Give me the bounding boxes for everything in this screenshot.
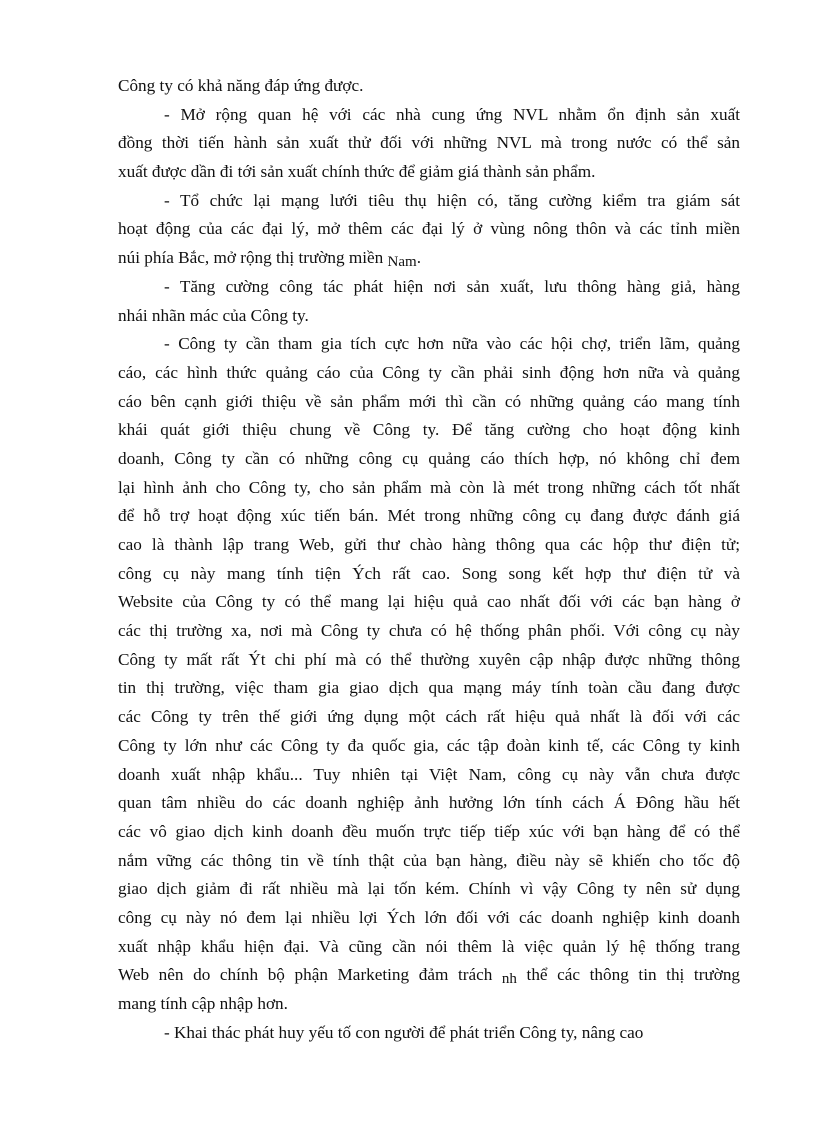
text-segment-lowered: nh [501,971,517,988]
text-line: - Tổ chức lại mạng lưới tiêu thụ hiện có, tăng cường kiểm tra giám sát [164,190,740,210]
text-line: xuất nhập khẩu hiện đại. Và cũng cần nói thêm là việc quản lý hệ thống trang [118,936,740,956]
text-line: Công ty lớn như các Công ty đa quốc gia, các tập đoàn kinh tế, các Công ty kinh [118,735,740,755]
text-line: đồng thời tiến hành sản xuất thử đối với những NVL mà trong nước có thể sản [118,133,740,153]
document-page [118,72,740,1047]
text-line: công cụ này nó đem lại nhiều lợi Ých lớn đối với các doanh nghiệp kinh doanh [118,907,740,927]
text-line: mang tính cập nhập hơn. [118,994,288,1013]
text-line [118,961,740,990]
text-segment: thể các thông tin thị trường [526,965,741,985]
text-line: khái quát giới thiệu chung về Công ty. Để tăng cường cho hoạt động kinh [118,420,740,440]
text-line: các Công ty trên thế giới ứng dụng một cách rất hiệu quả nhất là đối với các [118,707,740,727]
text-line: nắm vững các thông tin về tính thật của bạn hàng, điều này sẽ khiến cho tốc độ [118,850,740,870]
text-segment: . [416,248,421,268]
text-line: Website của Công ty có thể mang lại hiệu quả cao nhất đối với các bạn hàng ở [118,592,740,612]
text-line: Công ty mất rất Ýt chi phí mà có thể thường xuyên cập nhập được những thông [118,649,740,669]
text-line: Công ty có khả năng đáp ứng được. [118,76,364,95]
text-line: các vô giao dịch kinh doanh đều muốn trực tiếp tiếp xúc với bạn hàng để có thể [118,821,740,841]
text-line: - Tăng cường công tác phát hiện nơi sản xuất, lưu thông hàng giả, hàng [164,276,740,296]
text-line: lại hình ảnh cho Công ty, cho sản phẩm mà còn là mét trong những cách tốt nhất [118,477,740,497]
text-line: - Khai thác phát huy yếu tố con người để phát triển Công ty, nâng cao [164,1022,644,1042]
text-line: quan tâm nhiều do các doanh nghiệp ảnh hưởng lớn tính cách Á Đông hầu hết [118,793,740,813]
text-line: - Công ty cần tham gia tích cực hơn nữa vào các hội chợ, triển lãm, quảng [164,334,740,354]
text-line: cao là thành lập trang Web, gửi thư chào hàng thông qua các hộp thư điện tử; [118,535,740,554]
text-line: công cụ này mang tính tiện Ých rất cao. Song song kết hợp thư điện tử và [118,563,740,583]
text-segment: Web nên do chính bộ phận Marketing đảm trách [118,965,493,985]
text-segment-lowered: Nam [387,254,417,271]
text-line: doanh, Công ty cần có những công cụ quảng cáo thích hợp, nó không chỉ đem [118,448,740,468]
text-line: để hỗ trợ hoạt động xúc tiến bán. Mét trong những công cụ đang được đánh giá [118,506,740,526]
text-line [118,244,740,273]
text-line: tin thị trường, việc tham gia giao dịch qua mạng máy tính toàn cầu đang được [118,678,740,698]
text-segment: núi phía Bắc, mở rộng thị trường miền [118,248,384,268]
text-line: nhái nhãn mác của Công ty. [118,305,309,325]
text-line: hoạt động của các đại lý, mở thêm các đại lý ở vùng nông thôn và các tỉnh miền [118,219,740,239]
text-line: - Mở rộng quan hệ với các nhà cung ứng NVL nhằm ổn định sản xuất [164,104,740,124]
text-line: các thị trường xa, nơi mà Công ty chưa có hệ thống phân phối. Với công cụ này [118,621,740,641]
text-line: doanh xuất nhập khẩu... Tuy nhiên tại Việt Nam, công cụ này vẫn chưa được [118,764,740,784]
text-line: xuất được dần đi tới sản xuất chính thức để giảm giá thành sản phẩm. [118,162,596,182]
text-line: cáo, các hình thức quảng cáo của Công ty cần phải sinh động hơn nữa và quảng [118,362,740,382]
text-line: cáo bên cạnh giới thiệu về sản phẩm mới thì cần có những quảng cáo mang tính [118,391,740,411]
text-line: giao dịch giảm đi rất nhiều mà lại tốn kém. Chính vì vậy Công ty nên sử dụng [118,879,740,899]
